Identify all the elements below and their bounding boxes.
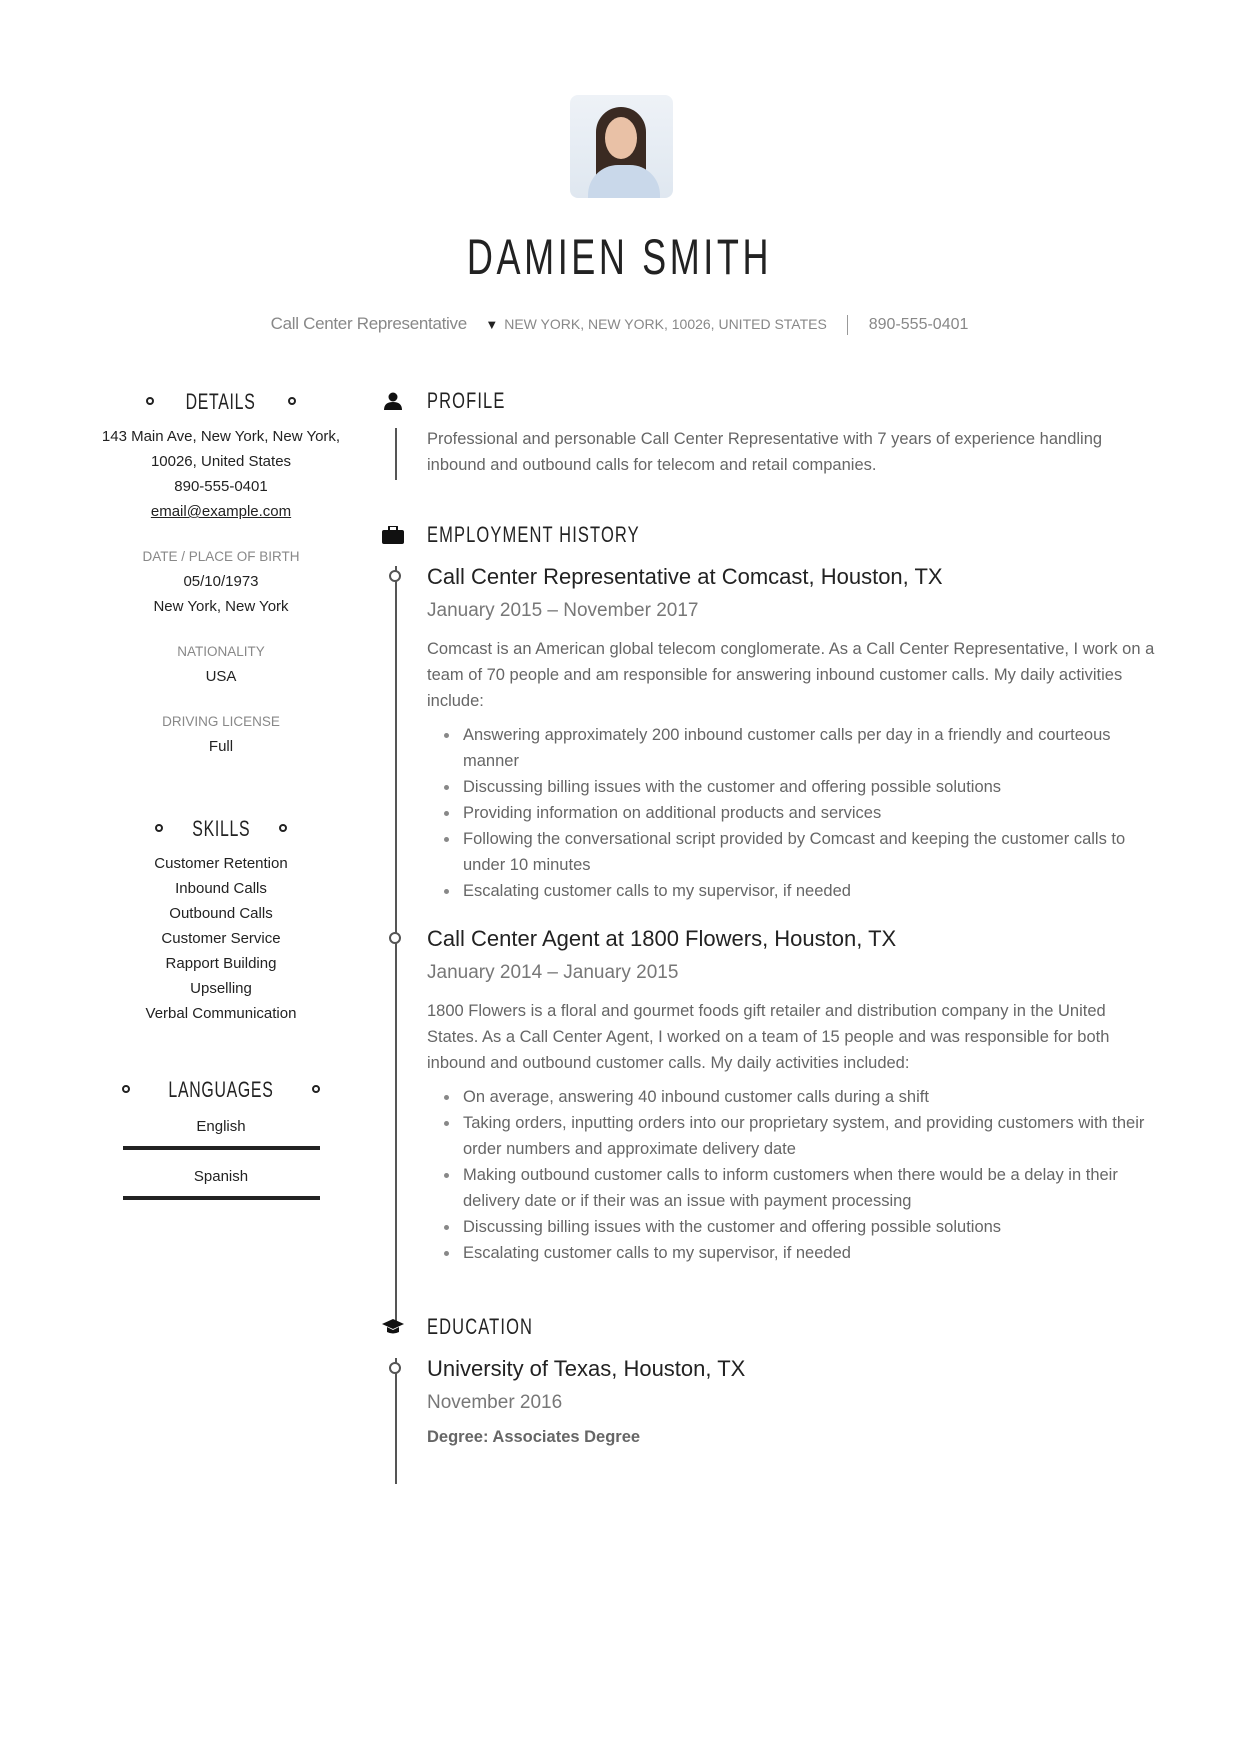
divider [847, 315, 848, 335]
list-item: Escalating customer calls to my supervisor, if needed [427, 878, 1160, 904]
profile-photo [570, 95, 673, 198]
license-label: DRIVING LICENSE [162, 714, 280, 729]
skills-heading: SKILLS [90, 811, 352, 845]
section-heading: EDUCATION [427, 1314, 534, 1339]
job-title: Call Center Agent at 1800 Flowers, Houston, TX [427, 926, 897, 951]
nationality: USA [205, 668, 237, 685]
employment-section [380, 518, 1160, 1266]
skill-item: Verbal Communication [145, 1005, 297, 1022]
header-subline [0, 314, 1239, 335]
job-title: Call Center Representative [270, 314, 467, 333]
circle-icon [122, 1085, 130, 1093]
job-dates: January 2014 – January 2015 [427, 962, 679, 983]
list-item: Taking orders, inputting orders into our proprietary system, and providing customers with their order numbers and approximate delivery date [427, 1110, 1160, 1162]
nationality-label: NATIONALITY [177, 644, 265, 659]
main-content [380, 384, 1160, 1447]
sidebar [90, 384, 352, 1214]
address-line1: 143 Main Ave, New York, New York, [101, 428, 341, 445]
list-item: Providing information on additional products and services [427, 800, 1160, 826]
job-dates: January 2015 – November 2017 [427, 600, 699, 621]
list-item: Discussing billing issues with the customer and offering possible solutions [427, 774, 1160, 800]
language-item: English [196, 1118, 246, 1135]
degree: Degree: Associates Degree [427, 1428, 641, 1446]
list-item: Making outbound customer calls to inform customers when there would be a delay in their delivery date or if their was an issue with payment processing [427, 1162, 1160, 1214]
skill-item: Customer Retention [154, 855, 288, 872]
circle-icon [155, 824, 163, 832]
profile-section [380, 384, 1160, 478]
location: NEW YORK, NEW YORK, 10026, UNITED STATES [504, 316, 827, 332]
dob: 05/10/1973 [183, 573, 259, 590]
language-item: Spanish [193, 1168, 249, 1185]
circle-icon [279, 824, 287, 832]
circle-icon [288, 397, 296, 405]
timeline-dot [389, 932, 401, 944]
briefcase-icon [382, 526, 404, 544]
list-item: Following the conversational script provided by Comcast and keeping the customer calls to under 10 minutes [427, 826, 1160, 878]
dob-label: DATE / PLACE OF BIRTH [142, 549, 300, 564]
job-description: 1800 Flowers is a floral and gourmet foods gift retailer and distribution company in the United States. As a Call Center Agent, I worked on a team of 15 people and was responsible for both inbound and outbound customer calls. My daily activities included: [427, 1002, 1110, 1072]
language-level-bar [123, 1196, 320, 1200]
languages-heading: LANGUAGES [90, 1072, 352, 1106]
phone: 890-555-0401 [174, 478, 268, 495]
birthplace: New York, New York [153, 598, 289, 615]
job-title: Call Center Representative at Comcast, Houston, TX [427, 564, 943, 589]
skill-item: Rapport Building [165, 955, 277, 972]
timeline-dot [389, 1362, 401, 1374]
person-icon [382, 392, 404, 410]
skill-item: Outbound Calls [169, 905, 273, 922]
skill-item: Inbound Calls [175, 880, 267, 897]
list-item: Answering approximately 200 inbound customer calls per day in a friendly and courteous manner [427, 722, 1160, 774]
list-item: Discussing billing issues with the customer and offering possible solutions [427, 1214, 1160, 1240]
profile-text: Professional and personable Call Center Representative with 7 years of experience handling inbound and outbound calls for telecom and retail companies. [427, 430, 1103, 474]
education-section [380, 1310, 1160, 1447]
license: Full [208, 738, 234, 755]
circle-icon [146, 397, 154, 405]
graduation-cap-icon [382, 1318, 404, 1336]
circle-icon [312, 1085, 320, 1093]
address-line2: 10026, United States [150, 453, 292, 470]
skill-item: Upselling [190, 980, 252, 997]
header-phone: 890-555-0401 [868, 316, 969, 333]
location-pin-icon: ▼ [485, 317, 499, 332]
email-link[interactable]: email@example.com [150, 503, 292, 520]
job-description: Comcast is an American global telecom conglomerate. As a Call Center Representative, I work on a team of 70 people and am responsible for answering inbound customer calls. My daily activities include: [427, 640, 1155, 710]
details-heading: DETAILS [90, 384, 352, 418]
section-heading: EMPLOYMENT HISTORY [427, 522, 640, 547]
education-date: November 2016 [427, 1392, 563, 1413]
language-level-bar [123, 1146, 320, 1150]
section-heading: PROFILE [427, 388, 506, 413]
list-item: On average, answering 40 inbound customer calls during a shift [427, 1084, 1160, 1110]
timeline-dot [389, 570, 401, 582]
candidate-name: DAMIEN SMITH [466, 229, 773, 285]
list-item: Escalating customer calls to my supervisor, if needed [427, 1240, 1160, 1266]
school-title: University of Texas, Houston, TX [427, 1356, 746, 1381]
skill-item: Customer Service [161, 930, 281, 947]
